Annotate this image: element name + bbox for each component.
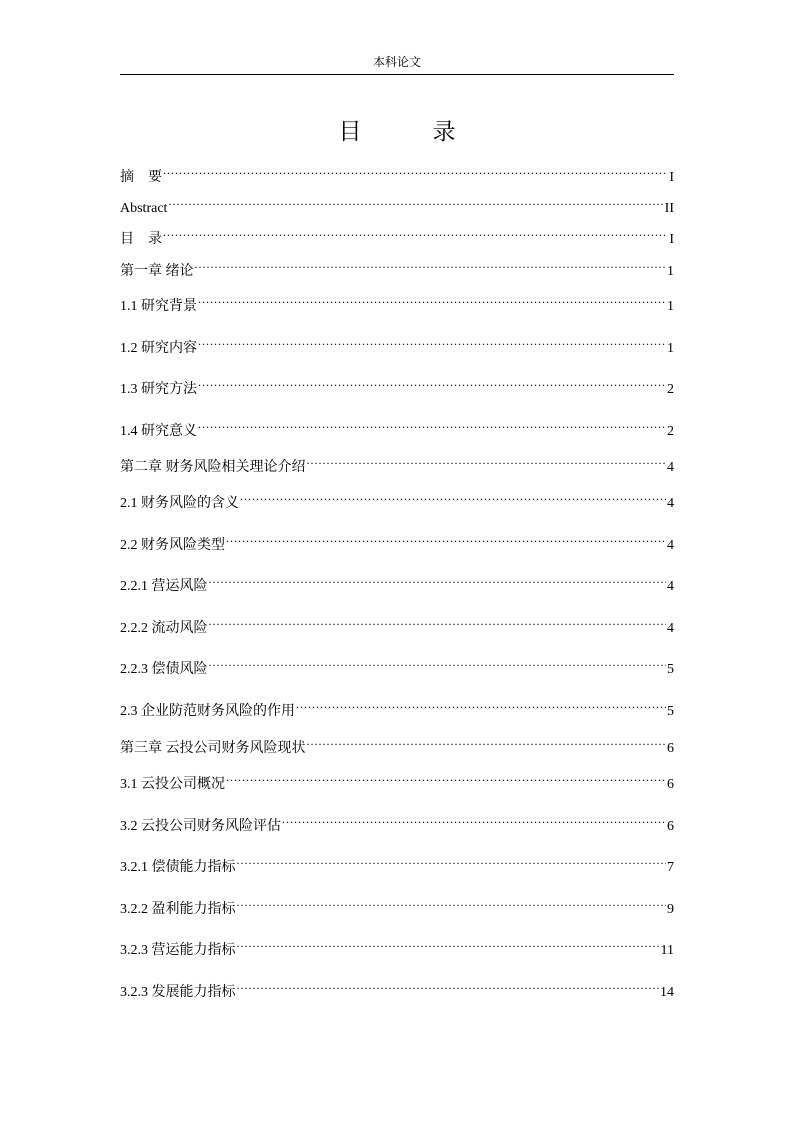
dot-leader — [209, 610, 667, 632]
dot-leader — [307, 730, 667, 752]
dot-leader — [240, 485, 666, 507]
dot-leader — [237, 932, 660, 954]
toc-entry-2-2[interactable] — [120, 527, 674, 553]
dot-leader — [198, 371, 666, 393]
toc-entry-label: 第三章 云投公司财务风险现状 — [120, 741, 306, 756]
toc-entry-3-2[interactable] — [120, 808, 674, 834]
toc-entry-label: 2.2.2 流动风险 — [120, 621, 208, 636]
toc-entry-3-2-2[interactable] — [120, 891, 674, 917]
toc-entry-page: 14 — [660, 985, 674, 1000]
dot-leader — [307, 449, 667, 471]
toc-entry-label: 1.1 研究背景 — [120, 299, 197, 314]
toc-entry-3-2-1[interactable] — [120, 849, 674, 875]
toc-entry-label: 2.1 财务风险的含义 — [120, 496, 239, 511]
toc-entry-page: 4 — [667, 579, 674, 594]
toc-entry-label: 3.1 云投公司概况 — [120, 777, 225, 792]
toc-entry-page: 4 — [667, 538, 674, 553]
toc-entry-page: 6 — [667, 819, 674, 834]
toc-entry-page: 1 — [667, 341, 674, 356]
toc-entry-page: 2 — [667, 424, 674, 439]
toc-entry-label: 3.2.2 盈利能力指标 — [120, 902, 236, 917]
toc-entry-label: Abstract — [120, 201, 168, 216]
toc-entry-page: 1 — [667, 299, 674, 314]
dot-leader — [209, 568, 667, 590]
toc-entry-page: 5 — [667, 662, 674, 677]
toc-entry-page: II — [664, 201, 674, 216]
toc-entry-chapter-3[interactable] — [120, 730, 674, 756]
toc-entry-page: 2 — [667, 382, 674, 397]
toc-entry-1-3[interactable] — [120, 371, 674, 397]
dot-leader — [237, 849, 667, 871]
toc-entry-3-2-3-operating[interactable] — [120, 932, 674, 958]
dot-leader — [198, 413, 666, 435]
toc-entry-label: 目 录 — [120, 232, 162, 247]
dot-leader — [198, 288, 666, 310]
toc-entry-2-1[interactable] — [120, 485, 674, 511]
toc-entry-1-1[interactable] — [120, 288, 674, 314]
toc-entry-chapter-1[interactable] — [120, 253, 674, 279]
toc-entry-label: 3.2.3 发展能力指标 — [120, 985, 236, 1000]
toc-entry-2-3[interactable] — [120, 693, 674, 719]
toc-entry-label: 2.3 企业防范财务风险的作用 — [120, 704, 295, 719]
toc-entry-label: 2.2 财务风险类型 — [120, 538, 225, 553]
toc-entry-abstract-en[interactable] — [120, 190, 674, 216]
toc-entry-1-4[interactable] — [120, 413, 674, 439]
toc-entry-2-2-1[interactable] — [120, 568, 674, 594]
toc-entry-3-2-3-development[interactable] — [120, 974, 674, 1000]
toc-entry-page: 9 — [667, 902, 674, 917]
dot-leader — [209, 651, 667, 673]
dot-leader — [282, 808, 666, 830]
dot-leader — [296, 693, 666, 715]
toc-entry-page: I — [669, 170, 674, 185]
toc-entry-label: 3.2.3 营运能力指标 — [120, 943, 236, 958]
toc-entry-page: 6 — [667, 777, 674, 792]
toc-entry-page: 5 — [667, 704, 674, 719]
toc-entry-label: 摘 要 — [120, 170, 162, 185]
toc-entry-3-1[interactable] — [120, 766, 674, 792]
toc-entry-label: 第一章 绪论 — [120, 264, 194, 279]
toc-entry-label: 1.2 研究内容 — [120, 341, 197, 356]
running-header: 本科论文 — [120, 52, 674, 75]
toc-entry-page: 6 — [667, 741, 674, 756]
dot-leader — [163, 221, 668, 243]
toc-entry-label: 3.2.1 偿债能力指标 — [120, 860, 236, 875]
toc-entry-2-2-2[interactable] — [120, 610, 674, 636]
toc-entry-label: 3.2 云投公司财务风险评估 — [120, 819, 281, 834]
toc-entry-page: I — [669, 232, 674, 247]
toc-entry-label: 1.4 研究意义 — [120, 424, 197, 439]
dot-leader — [226, 766, 666, 788]
dot-leader — [168, 190, 663, 212]
toc-entry-contents[interactable] — [120, 221, 674, 247]
dot-leader — [163, 159, 668, 181]
dot-leader — [195, 253, 667, 275]
toc-entry-page: 11 — [660, 943, 674, 958]
toc-entry-page: 4 — [667, 460, 674, 475]
toc-entry-label: 1.3 研究方法 — [120, 382, 197, 397]
toc-entry-chapter-2[interactable] — [120, 449, 674, 475]
toc-entry-label: 第二章 财务风险相关理论介绍 — [120, 460, 306, 475]
dot-leader — [237, 974, 660, 996]
toc-title: 目 录 — [338, 119, 480, 145]
toc-entry-page: 4 — [667, 621, 674, 636]
dot-leader — [226, 527, 666, 549]
toc-entry-label: 2.2.3 偿债风险 — [120, 662, 208, 677]
toc-entry-page: 1 — [667, 264, 674, 279]
toc-entry-page: 4 — [667, 496, 674, 511]
toc-entry-abstract-cn[interactable] — [120, 159, 674, 185]
toc-entry-2-2-3[interactable] — [120, 651, 674, 677]
dot-leader — [237, 891, 667, 913]
dot-leader — [198, 330, 666, 352]
toc-entry-1-2[interactable] — [120, 330, 674, 356]
toc-entry-label: 2.2.1 营运风险 — [120, 579, 208, 594]
toc-entry-page: 7 — [667, 860, 674, 875]
